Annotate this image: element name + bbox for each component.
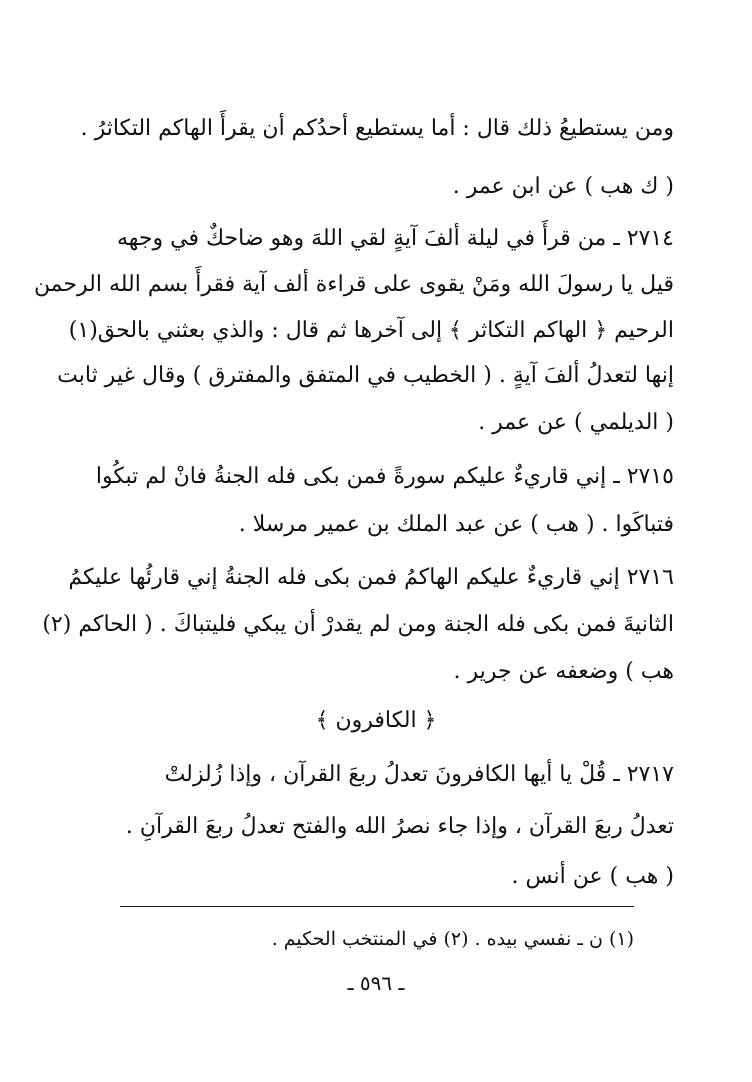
footnote-rule bbox=[120, 906, 634, 907]
text-line: إنها لتعدلُ ألفَ آيةٍ . ( الخطيب في المتفق والمفترق ) وقال غير ثابت bbox=[57, 363, 674, 388]
text-line: ( هب ) عن أنس . bbox=[511, 864, 674, 889]
text-line: هب ) وضعفه عن جرير . bbox=[453, 659, 674, 684]
text-line: تعدلُ ربعَ القرآن ، وإذا جاء نصرُ الله والفتح تعدلُ ربعَ القرآنِ . bbox=[125, 814, 674, 839]
hadith-2716-line: ٢٧١٦ إني قاريءٌ عليكم الهاكمُ فمن بكى فله الجنةُ إني قارئُها عليكمُ bbox=[68, 565, 674, 590]
hadith-2714-line: ٢٧١٤ ـ من قرأَ في ليلة ألفَ آيةٍ لقي اللهَ وهو ضاحكٌ في وجهه bbox=[116, 226, 674, 251]
text-line: فتباكَوا . ( هب ) عن عبد الملك بن عمير مرسلا . bbox=[238, 512, 674, 537]
page-number: ـ ٥٩٦ ـ bbox=[347, 971, 405, 995]
text-line: ( ك هب ) عن ابن عمر . bbox=[452, 174, 674, 199]
section-heading: ﴿ الكافرون ﴾ bbox=[315, 708, 437, 733]
text-line: الثانيةَ فمن بكى فله الجنة ومن لم يقدرْ أن يبكي فليتباكَ . ( الحاكم (٢) bbox=[42, 612, 674, 637]
hadith-2715-line: ٢٧١٥ ـ إني قاريءٌ عليكم سورةً فمن بكى فله الجنةُ فانْ لم تبكُوا bbox=[95, 464, 674, 489]
text-line: قيل يا رسولَ الله ومَنْ يقوى على قراءة ألف آية فقرأَ بسم الله الرحمن bbox=[33, 272, 674, 297]
text-line: ( الديلمي ) عن عمر . bbox=[478, 410, 674, 435]
text-line: الرحيم ﴿ الهاكم التكاثر ﴾ إلى آخرها ثم قال : والذي بعثني بالحق(١) bbox=[68, 318, 674, 343]
hadith-2717-line: ٢٧١٧ ـ قُلْ يا أيها الكافرونَ تعدلُ ربعَ القرآن ، وإذا زُلزلتْ bbox=[164, 762, 674, 787]
footnote: (١) ن ـ نفسي بيده . (٢) في المنتخب الحكيم . bbox=[271, 928, 634, 950]
text-line: ومن يستطيعُ ذلك قال : أما يستطيع أحدُكم أن يقرأَ الهاكم التكاثرُ . bbox=[80, 116, 674, 141]
